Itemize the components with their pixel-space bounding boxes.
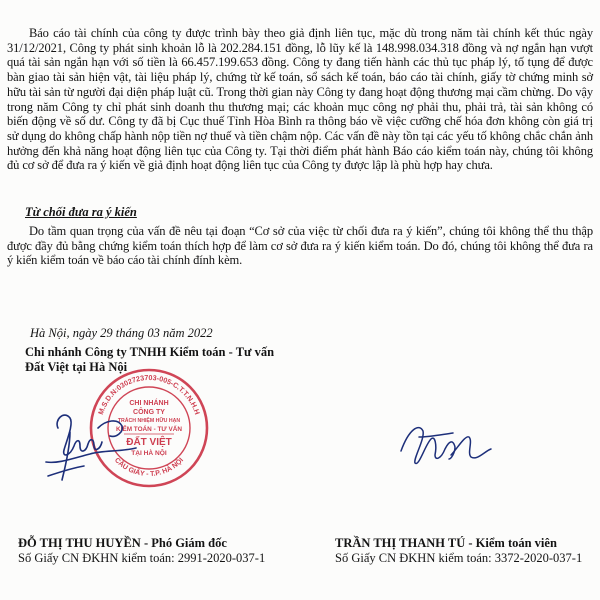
seal-line-2: CÔNG TY: [133, 409, 165, 416]
signatory-left-cert: Số Giấy CN ĐKHN kiểm toán: 2991-2020-037-1: [18, 551, 266, 565]
going-concern-paragraph: Báo cáo tài chính của công ty được trình bày theo giả định liên tục, mặc dù trong năm tài chính kết thúc ngày 31/12/2021, Công ty phát sinh khoản lỗ là 202.284.151 đồng, lỗ lũy kế là 148.998.034.318 đồng và nợ ngắn hạn vượt quá tài sản ngắn hạn với số tiền là 66.457.199.653 đồng. Công ty đang tiến hành các thủ tục pháp lý, tố tụng để được bàn giao tài sản hiện vật, tài liệu pháp lý, chứng từ kế toán, sổ sách kế toán, báo cáo tài chính, giấy tờ chứng minh sở hữu tài sản từ người đại diện pháp luật cũ. Trong thời gian này Công ty đang hoạt động thương mại cầm chừng. Do vậy trong năm Công ty chỉ phát sinh doanh thu thương mại; các khoản mục công nợ phải thu, phải trả, tài sản không có biến động về số dư. Công ty đã bị Cục thuế Tỉnh Hòa Bình ra thông báo về việc cưỡng chế hóa đơn không còn giá trị sử dụng do không chấp hành nộp tiền nợ thuế và tiền chậm nộp. Các vấn đề này tồn tại các yếu tố không chắc chắn ảnh hưởng đến khả năng hoạt động liên tục của Công ty. Tại thời điểm phát hành Báo cáo kiểm toán này, chúng tôi không đủ cơ sở để đưa ra ý kiến về giả định hoạt động liên tục của Công ty được lập là phù hợp hay chưa.: [7, 26, 593, 173]
signature-left: [40, 398, 165, 493]
place-date: Hà Nội, ngày 29 tháng 03 năm 2022: [30, 326, 213, 340]
signatory-left-name-line: [18, 536, 265, 551]
seal-line-5: ĐẤT VIỆT: [126, 437, 172, 448]
seal-ring-text: M.S.D.N:0302723703-005-C.T.T.N.H.H: [96, 372, 202, 416]
seal-line-1: CHI NHÁNH: [129, 400, 169, 407]
seal-line-3: TRÁCH NHIỆM HỮU HẠN: [117, 418, 181, 424]
firm-name-line-2: Đất Việt tại Hà Nội: [25, 359, 128, 374]
seal-bottom-text: CẦU GIẤY - T.P. HÀ NỘI: [112, 456, 186, 479]
signatory-left-title: - Phó Giám đốc: [140, 536, 227, 550]
signatory-right: [335, 536, 582, 566]
signatory-left: [18, 536, 265, 566]
seal-line-6: TẠI HÀ NỘI: [131, 450, 167, 457]
signatory-right-cert: Số Giấy CN ĐKHN kiểm toán: 3372-2020-037-1: [335, 551, 583, 565]
signatory-right-title: - Kiểm toán viên: [465, 536, 557, 550]
disclaimer-heading: Từ chối đưa ra ý kiến: [25, 205, 137, 219]
seal-line-4: KIỂM TOÁN - TƯ VẤN: [116, 426, 182, 433]
firm-name-line-1: Chi nhánh Công ty TNHH Kiểm toán - Tư vấn: [25, 345, 275, 359]
signatory-left-name: ĐỖ THỊ THU HUYỀN: [18, 536, 141, 550]
signature-right: [395, 415, 495, 475]
signatory-right-name-line: [335, 536, 582, 551]
disclaimer-paragraph: Do tầm quan trọng của vấn đề nêu tại đoạn “Cơ sở của việc từ chối đưa ra ý kiến”, chúng tôi không thể thu thập được đầy đủ bằng chứng kiểm toán thích hợp để làm cơ sở đưa ra ý kiến kiểm toán. Do đó, chúng tôi không thể đưa ra ý kiến kiểm toán về báo cáo tài chính đính kèm.: [7, 224, 593, 268]
signatory-right-name: TRẦN THỊ THANH TÚ: [335, 536, 466, 550]
